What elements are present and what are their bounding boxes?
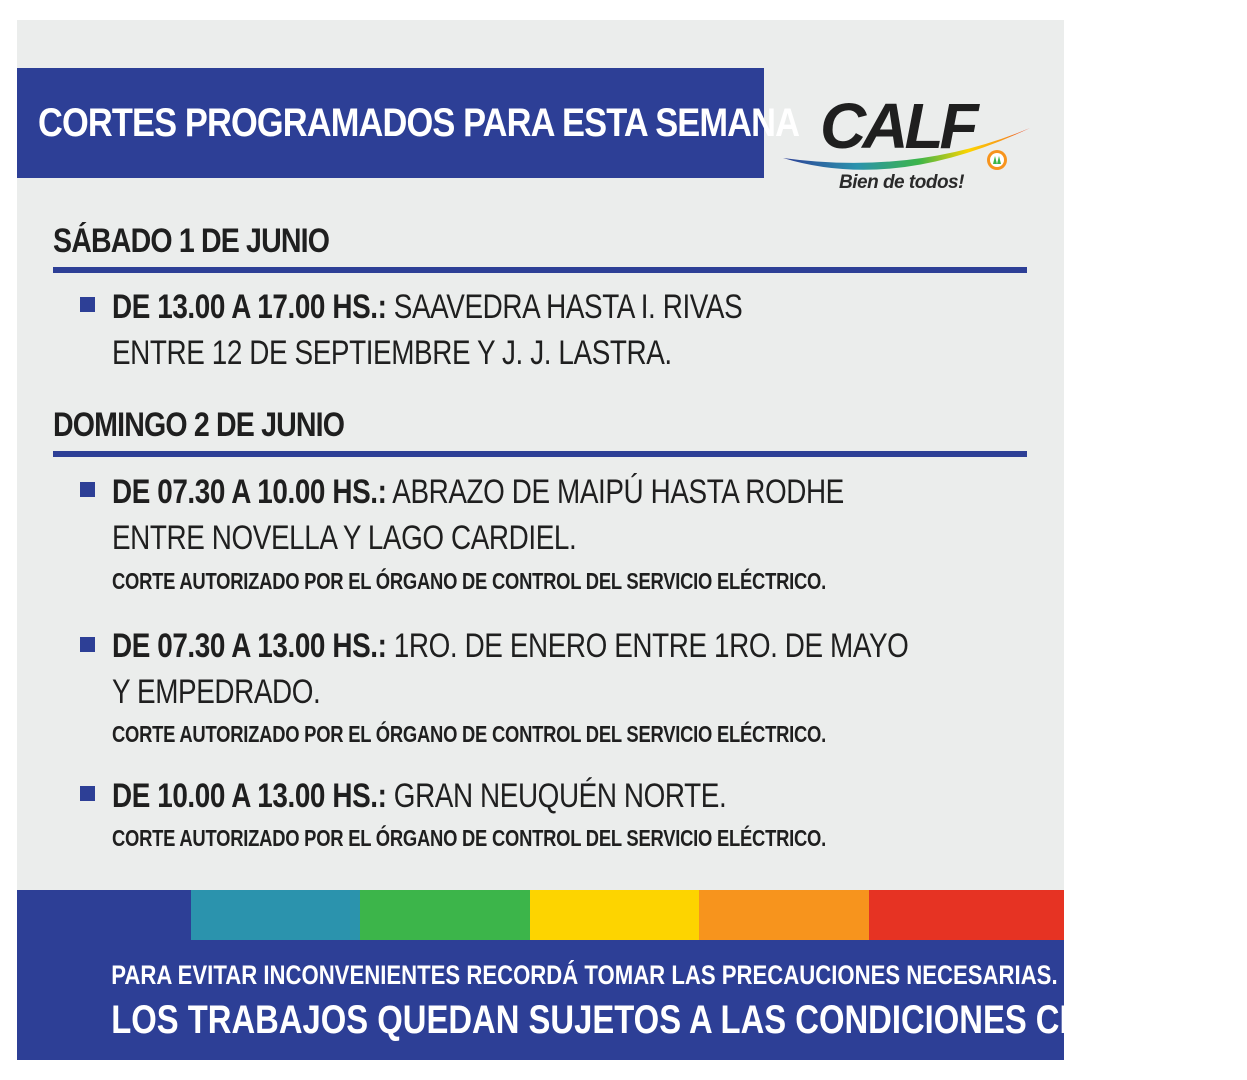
color-stripe xyxy=(869,890,1064,940)
day-heading-sunday: DOMINGO 2 DE JUNIO xyxy=(53,406,345,444)
announcement-card xyxy=(17,20,1247,1060)
authorization-note: CORTE AUTORIZADO POR EL ÓRGANO DE CONTROL DEL SERVICIO ELÉCTRICO. xyxy=(112,721,826,747)
color-stripe xyxy=(530,890,699,940)
footer-weather-notice: LOS TRABAJOS QUEDAN SUJETOS A LAS CONDICIONES CLIMÁTICAS. xyxy=(111,998,1247,1042)
outage-line: DE 07.30 A 10.00 HS.: ABRAZO DE MAIPÚ HASTA RODHE xyxy=(112,473,844,511)
authorization-note: CORTE AUTORIZADO POR EL ÓRGANO DE CONTROL DEL SERVICIO ELÉCTRICO. xyxy=(112,825,826,851)
outage-line: ENTRE 12 DE SEPTIEMBRE Y J. J. LASTRA. xyxy=(112,334,672,372)
svg-text:CALF: CALF xyxy=(820,90,975,162)
day-heading-saturday: SÁBADO 1 DE JUNIO xyxy=(53,222,330,260)
calf-logo xyxy=(775,80,1035,220)
color-stripe xyxy=(360,890,530,940)
logo-tagline: Bien de todos! xyxy=(839,172,964,193)
outage-line: DE 10.00 A 13.00 HS.: GRAN NEUQUÉN NORTE. xyxy=(112,777,727,815)
page-title: CORTES PROGRAMADOS PARA ESTA SEMANA xyxy=(38,101,800,145)
bullet-icon xyxy=(80,637,95,652)
color-stripe xyxy=(699,890,869,940)
outage-line: ENTRE NOVELLA Y LAGO CARDIEL. xyxy=(112,519,577,557)
bullet-icon xyxy=(80,786,95,801)
color-stripe xyxy=(191,890,360,940)
outage-line: DE 07.30 A 13.00 HS.: 1RO. DE ENERO ENTRE 1RO. DE MAYO xyxy=(112,627,909,665)
title-banner xyxy=(17,68,800,178)
bullet-icon xyxy=(80,297,95,312)
outage-line: DE 13.00 A 17.00 HS.: SAAVEDRA HASTA I. RIVAS xyxy=(112,288,743,326)
footer-recommendation: PARA EVITAR INCONVENIENTES RECORDÁ TOMAR LAS PRECAUCIONES NECESARIAS. xyxy=(111,960,1058,990)
authorization-note: CORTE AUTORIZADO POR EL ÓRGANO DE CONTROL DEL SERVICIO ELÉCTRICO. xyxy=(112,568,826,594)
day-divider xyxy=(53,451,1027,457)
day-divider xyxy=(53,267,1027,273)
bullet-icon xyxy=(80,482,95,497)
outage-line: Y EMPEDRADO. xyxy=(112,673,321,711)
color-stripe xyxy=(17,890,191,940)
